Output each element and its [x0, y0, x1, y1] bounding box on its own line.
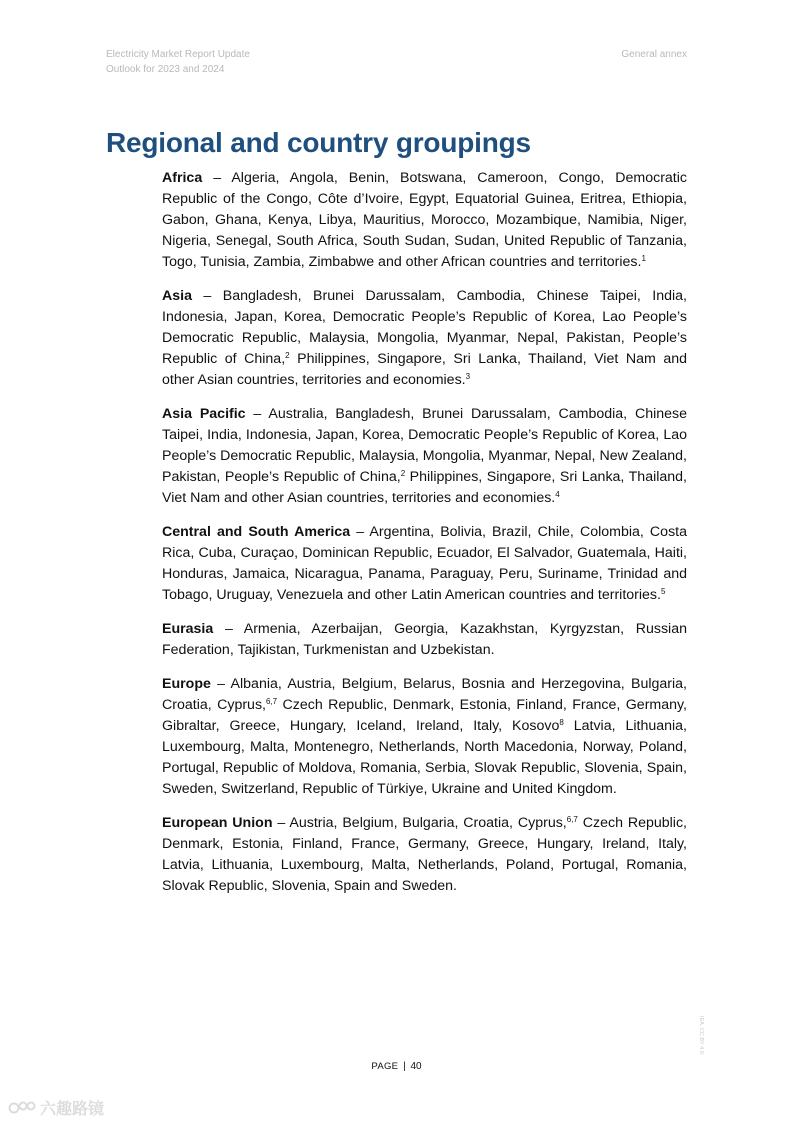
page-title: Regional and country groupings — [106, 127, 531, 158]
grouping-name: European Union — [162, 815, 273, 831]
grouping-european-union — [162, 813, 687, 897]
footnote-ref[interactable]: 4 — [555, 490, 560, 499]
footnote-ref[interactable]: 3 — [465, 372, 471, 381]
footnote-ref[interactable]: 8 — [559, 718, 564, 727]
page-label: PAGE — [371, 1061, 399, 1072]
grouping-members: Latvia, Lithuania, Luxembourg, Malta, Montenegro, Netherlands, North Macedonia, Norway, Poland, Portugal, Republic of Moldova, Romania, Serbia, Slovak Republic, Slovenia, Spain, Sweden, Switzerland, Republic of Türkiye, Ukraine and United Kingdom. — [162, 718, 687, 797]
grouping-members: Czech Republic, Denmark, Estonia, Finland, France, Germany, Gibraltar, Greece, Hungary, Iceland, Ireland, Italy, Kosovo — [162, 697, 688, 734]
grouping-name: Asia — [162, 288, 192, 304]
watermark-logo-icon — [8, 1101, 36, 1115]
grouping-members: Philippines, Singapore, Sri Lanka, Thailand, Viet Nam and other Asian countries, territories and economies. — [162, 351, 687, 388]
watermark-text: 六趣路镜 — [40, 1101, 105, 1118]
grouping-europe — [162, 674, 687, 800]
report-subtitle: Outlook for 2023 and 2024 — [106, 64, 225, 75]
grouping-members: – Austria, Belgium, Bulgaria, Croatia, Cyprus, — [272, 815, 567, 831]
groupings-list — [162, 168, 687, 910]
footnote-ref[interactable]: 5 — [660, 587, 666, 596]
grouping-asia — [162, 286, 687, 391]
footnote-ref[interactable]: 6,7 — [265, 697, 278, 706]
footnote-ref[interactable]: 6,7 — [566, 815, 578, 824]
grouping-asia-pacific — [162, 404, 687, 509]
grouping-name: Eurasia — [162, 621, 214, 637]
page-number: 40 — [410, 1061, 422, 1072]
grouping-members: – Armenia, Azerbaijan, Georgia, Kazakhstan, Kyrgyzstan, Russian Federation, Tajikistan, Turkmenistan and Uzbekistan. — [162, 621, 687, 658]
grouping-name: Asia Pacific — [162, 406, 246, 422]
watermark — [8, 1096, 104, 1119]
footnote-ref[interactable]: 2 — [400, 469, 406, 478]
grouping-central-south-america — [162, 522, 687, 606]
grouping-members: – Australia, Bangladesh, Brunei Darussalam, Cambodia, Chinese Taipei, India, Indonesia, Japan, Korea, Democratic People’s Republic of Korea, Lao People’s Democratic Republic, Malaysia, Mongolia, Myanmar, Nepal, New Zealand, Pakistan, People’s Republic of China, — [162, 406, 688, 485]
grouping-members: – Albania, Austria, Belgium, Belarus, Bosnia and Herzegovina, Bulgaria, Croatia, Cyprus, — [162, 676, 687, 713]
grouping-africa — [162, 168, 687, 273]
footnote-ref[interactable]: 2 — [285, 351, 290, 360]
section-label: General annex — [621, 49, 687, 60]
grouping-members: – Argentina, Bolivia, Brazil, Chile, Colombia, Costa Rica, Cuba, Curaçao, Dominican Republic, Ecuador, El Salvador, Guatemala, Haiti, Honduras, Jamaica, Nicaragua, Panama, Paraguay, Peru, Suriname, Trinidad and Tobago, Uruguay, Venezuela and other Latin American countries and territories. — [162, 524, 687, 603]
footnote-ref[interactable]: 1 — [641, 254, 646, 263]
grouping-name: Central and South America — [162, 524, 351, 540]
report-title: Electricity Market Report Update — [106, 49, 250, 60]
grouping-members: Philippines, Singapore, Sri Lanka, Thailand, Viet Nam and other Asian countries, territories and economies. — [162, 469, 688, 506]
grouping-members: – Bangladesh, Brunei Darussalam, Cambodia, Chinese Taipei, India, Indonesia, Japan, Korea, Democratic People’s Republic of Korea, Lao People’s Democratic Republic, Malaysia, Mongolia, Myanmar, Nepal, Pakistan, People’s Republic of China, — [162, 288, 687, 367]
grouping-members: Czech Republic, Denmark, Estonia, Finland, France, Germany, Greece, Hungary, Ireland, Italy, Latvia, Lithuania, Luxembourg, Malta, Netherlands, Poland, Portugal, Romania, Slovak Republic, Slovenia, Spain and Sweden. — [162, 815, 687, 894]
grouping-eurasia — [162, 619, 687, 661]
grouping-name: Africa — [162, 170, 203, 186]
running-header-left — [106, 47, 250, 77]
grouping-members: – Algeria, Angola, Benin, Botswana, Cameroon, Congo, Democratic Republic of the Congo, Côte d’Ivoire, Egypt, Equatorial Guinea, Eritrea, Ethiopia, Gabon, Ghana, Kenya, Libya, Mauritius, Morocco, Mozambique, Namibia, Niger, Nigeria, Senegal, South Africa, South Sudan, Sudan, United Republic of Tanzania, Togo, Tunisia, Zambia, Zimbabwe and other African countries and territories. — [162, 170, 687, 270]
grouping-name: Europe — [162, 676, 211, 692]
page-separator: | — [403, 1061, 406, 1072]
page-footer — [0, 1061, 793, 1072]
license-notice: IEA. CC BY 4.0. — [698, 1016, 704, 1056]
